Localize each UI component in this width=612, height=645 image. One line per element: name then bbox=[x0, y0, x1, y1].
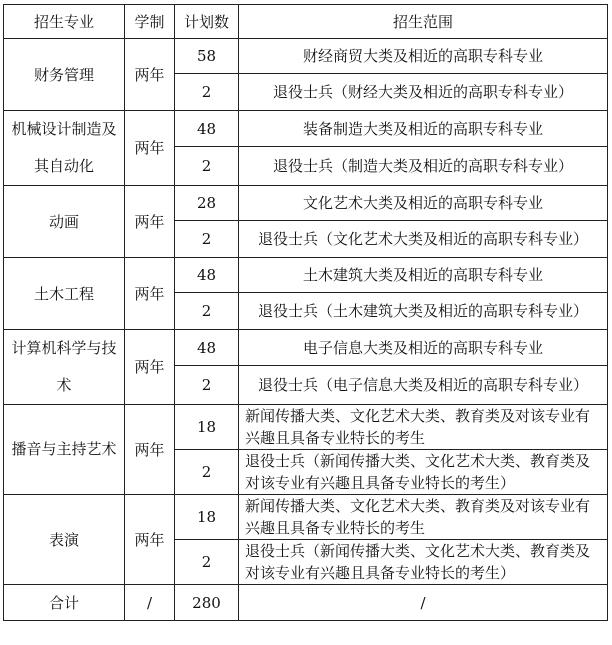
table-row bbox=[4, 330, 608, 366]
quota-cell: 18 bbox=[175, 495, 239, 540]
major-cell: 表演 bbox=[4, 495, 125, 585]
quota-cell: 2 bbox=[175, 74, 239, 111]
table-row bbox=[4, 405, 608, 450]
duration-cell: 两年 bbox=[125, 405, 175, 495]
header-major: 招生专业 bbox=[4, 5, 125, 39]
scope-cell: 退役士兵（文化艺术大类及相近的高职专科专业） bbox=[239, 221, 608, 258]
major-cell: 播音与主持艺术 bbox=[4, 405, 125, 495]
total-duration: / bbox=[125, 585, 175, 621]
header-scope: 招生范围 bbox=[239, 5, 608, 39]
scope-cell: 新闻传播大类、文化艺术大类、教育类及对该专业有兴趣且具备专业特长的考生 bbox=[239, 495, 608, 540]
major-cell: 计算机科学与技术 bbox=[4, 330, 125, 405]
header-quota: 计划数 bbox=[175, 5, 239, 39]
scope-cell: 装备制造大类及相近的高职专科专业 bbox=[239, 111, 608, 147]
duration-cell: 两年 bbox=[125, 330, 175, 405]
major-cell: 土木工程 bbox=[4, 258, 125, 330]
table-row bbox=[4, 258, 608, 293]
scope-cell: 退役士兵（新闻传播大类、文化艺术大类、教育类及对该专业有兴趣且具备专业特长的考生） bbox=[239, 450, 608, 495]
table-row bbox=[4, 186, 608, 221]
total-label: 合计 bbox=[4, 585, 125, 621]
quota-cell: 28 bbox=[175, 186, 239, 221]
scope-cell: 退役士兵（土木建筑大类及相近的高职专科专业） bbox=[239, 293, 608, 330]
quota-cell: 2 bbox=[175, 221, 239, 258]
table-row bbox=[4, 495, 608, 540]
scope-cell: 财经商贸大类及相近的高职专科专业 bbox=[239, 39, 608, 74]
scope-cell: 电子信息大类及相近的高职专科专业 bbox=[239, 330, 608, 366]
duration-cell: 两年 bbox=[125, 258, 175, 330]
total-quota: 280 bbox=[175, 585, 239, 621]
quota-cell: 48 bbox=[175, 330, 239, 366]
table-row bbox=[4, 111, 608, 147]
quota-cell: 2 bbox=[175, 540, 239, 585]
total-scope: / bbox=[239, 585, 608, 621]
major-cell: 动画 bbox=[4, 186, 125, 258]
admissions-table bbox=[3, 4, 608, 621]
total-row bbox=[4, 585, 608, 621]
major-cell: 财务管理 bbox=[4, 39, 125, 111]
scope-cell: 退役士兵（制造大类及相近的高职专科专业） bbox=[239, 147, 608, 186]
duration-cell: 两年 bbox=[125, 111, 175, 186]
major-cell: 机械设计制造及其自动化 bbox=[4, 111, 125, 186]
quota-cell: 18 bbox=[175, 405, 239, 450]
header-duration: 学制 bbox=[125, 5, 175, 39]
scope-cell: 新闻传播大类、文化艺术大类、教育类及对该专业有兴趣且具备专业特长的考生 bbox=[239, 405, 608, 450]
quota-cell: 2 bbox=[175, 147, 239, 186]
duration-cell: 两年 bbox=[125, 495, 175, 585]
duration-cell: 两年 bbox=[125, 186, 175, 258]
scope-cell: 土木建筑大类及相近的高职专科专业 bbox=[239, 258, 608, 293]
quota-cell: 2 bbox=[175, 293, 239, 330]
quota-cell: 48 bbox=[175, 258, 239, 293]
quota-cell: 48 bbox=[175, 111, 239, 147]
quota-cell: 2 bbox=[175, 450, 239, 495]
duration-cell: 两年 bbox=[125, 39, 175, 111]
quota-cell: 58 bbox=[175, 39, 239, 74]
table-row bbox=[4, 39, 608, 74]
scope-cell: 退役士兵（电子信息大类及相近的高职专科专业） bbox=[239, 366, 608, 405]
scope-cell: 退役士兵（财经大类及相近的高职专科专业） bbox=[239, 74, 608, 111]
scope-cell: 退役士兵（新闻传播大类、文化艺术大类、教育类及对该专业有兴趣且具备专业特长的考生） bbox=[239, 540, 608, 585]
quota-cell: 2 bbox=[175, 366, 239, 405]
scope-cell: 文化艺术大类及相近的高职专科专业 bbox=[239, 186, 608, 221]
header-row bbox=[4, 5, 608, 39]
